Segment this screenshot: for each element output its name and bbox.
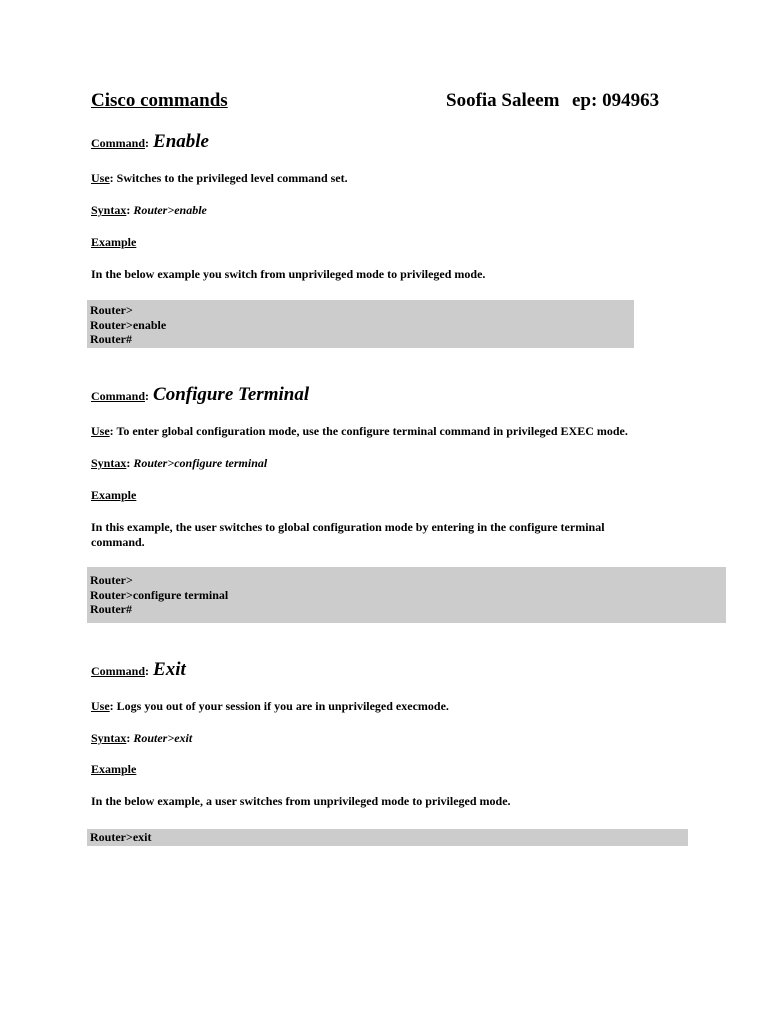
use-text: : Logs you out of your session if you are in unprivileged execmode. (109, 699, 449, 713)
use-label: Use (91, 699, 110, 713)
syntax-value: Router>exit (133, 731, 193, 745)
code-line: Router# (90, 602, 132, 616)
code-block-exit (87, 829, 688, 846)
command-name: Enable (153, 131, 209, 152)
example-text-enable: In the below example you switch from unprivileged mode to privileged mode. (91, 267, 486, 281)
command-label: Command (91, 136, 146, 150)
use-line-configure-terminal (91, 424, 628, 439)
command-label: Command (91, 664, 146, 678)
code-line: Router> (90, 303, 133, 317)
author-ep: ep: 094963 (572, 90, 660, 111)
example-text-exit: In the below example, a user switches from unprivileged mode to privileged mode. (91, 794, 511, 808)
syntax-line-exit (91, 731, 192, 746)
example-text-configure-terminal: In this example, the user switches to global configuration mode by entering in the configure terminal command. (91, 520, 605, 549)
command-name: Exit (153, 659, 186, 680)
code-block-configure-terminal (87, 567, 726, 623)
example-label-exit: Example (91, 762, 137, 776)
command-label: Command (91, 389, 146, 403)
use-label: Use (91, 424, 110, 438)
code-line: Router>configure terminal (90, 587, 229, 602)
command-heading-exit (91, 659, 186, 681)
example-label-enable: Example (91, 235, 137, 249)
example-label-configure-terminal: Example (91, 488, 137, 502)
syntax-value: Router>configure terminal (133, 456, 268, 470)
code-line: Router# (90, 332, 132, 346)
syntax-label: Syntax (91, 731, 127, 745)
syntax-label: Syntax (91, 456, 127, 470)
code-block-enable (87, 300, 634, 348)
command-colon: : (145, 664, 150, 678)
syntax-label: Syntax (91, 203, 127, 217)
syntax-colon: : (126, 203, 131, 217)
document-title: Cisco commands (91, 90, 228, 111)
code-line: Router> (90, 573, 133, 587)
use-text: : Switches to the privileged level command set. (109, 171, 348, 185)
use-text: : To enter global configuration mode, use the configure terminal command in privileged EXEC mode. (109, 424, 628, 438)
syntax-colon: : (126, 731, 131, 745)
use-line-enable (91, 171, 348, 186)
code-line: Router>enable (90, 317, 167, 332)
use-line-exit (91, 699, 449, 714)
author-name: Soofia Saleem (446, 90, 560, 111)
command-colon: : (145, 136, 150, 150)
syntax-line-configure-terminal (91, 456, 267, 471)
syntax-value: Router>enable (133, 203, 207, 217)
command-name: Configure Terminal (153, 384, 310, 405)
code-line: Router>exit (90, 830, 152, 844)
command-heading-configure-terminal (91, 384, 309, 406)
command-colon: : (145, 389, 150, 403)
use-label: Use (91, 171, 110, 185)
command-heading-enable (91, 131, 209, 153)
syntax-colon: : (126, 456, 131, 470)
syntax-line-enable (91, 203, 207, 218)
